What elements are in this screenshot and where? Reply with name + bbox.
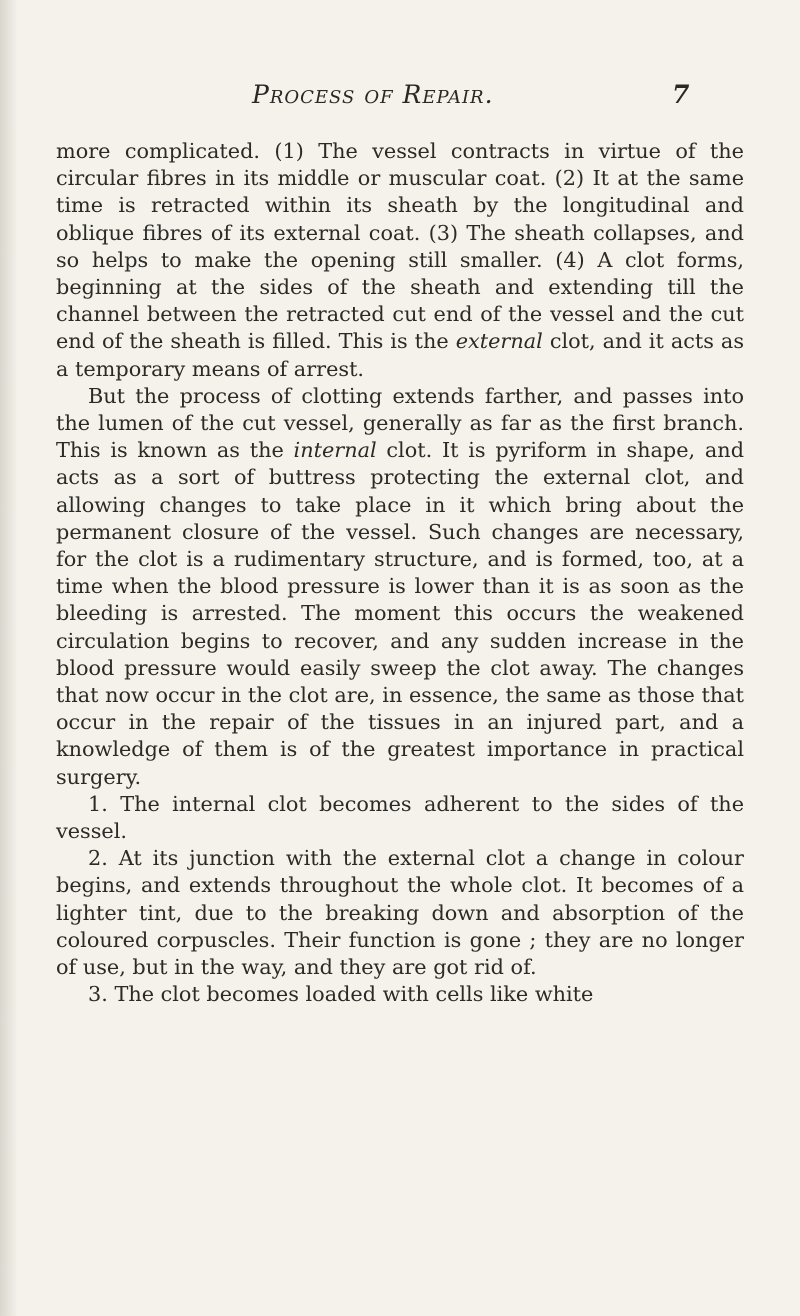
page-number: 7 xyxy=(672,80,690,109)
body-text xyxy=(56,138,744,1009)
text-segment: 1. The internal clot becomes adherent to the sides of the vessel. xyxy=(56,791,744,844)
text-segment: clot. It is pyriform in shape, and acts as a sort of buttress protecting the external clot, and allowing changes to take place in it which bring about the permanent closure of the vessel. Such changes are necessary, for the clot is a rudimentary structure, and is formed, too, at a time when the blood pressure is lower than it is as soon as the bleeding is arrested. The moment this occurs the weakened circulation begins to recover, and any sudden increase in the blood pressure would easily sweep the clot away. The changes that now occur in the clot are, in essence, the same as those that occur in the repair of the tissues in an injured part, and a knowledge of them is of the greatest importance in practical surgery. xyxy=(56,438,745,789)
text-segment: more complicated. (1) The vessel contracts in virtue of the circular fibres in its middle or muscular coat. (2) It at the same time is retracted within its sheath by the longitudinal and oblique fibres of its external coat. (3) The sheath collapses, and so helps to make the opening still smaller. (4) A clot forms, beginning at the sides of the sheath and extending till the channel between the retracted cut end of the vessel and the cut end of the sheath is filled. This is the xyxy=(56,139,744,354)
numbered-item-1 xyxy=(56,791,744,845)
chapter-title: Process of Repair. xyxy=(252,80,494,109)
text-segment: 3. The clot becomes loaded with cells like white xyxy=(88,982,594,1007)
italic-term-internal: internal xyxy=(293,438,377,463)
text-segment: clot, and it acts as a temporary means of arrest. xyxy=(56,329,744,381)
text-segment: 2. At its junction with the external clot a change in colour begins, and extends throughout the whole clot. It becomes of a lighter tint, due to the breaking down and absorption of the coloured corpuscles. Their function is gone ; they are no longer of use, but in the way, and they are got rid of. xyxy=(56,846,744,980)
running-head xyxy=(0,80,800,120)
italic-term-external: external xyxy=(455,329,543,354)
text-segment: But the process of clotting extends farther, and passes into the lumen of the cut vessel, generally as far as the first branch. This is known as the xyxy=(56,383,744,463)
paragraph-1 xyxy=(56,138,744,383)
paragraph-2 xyxy=(56,383,744,791)
numbered-item-3 xyxy=(56,981,744,1008)
numbered-item-2 xyxy=(56,845,744,981)
binding-shadow xyxy=(0,0,18,1316)
